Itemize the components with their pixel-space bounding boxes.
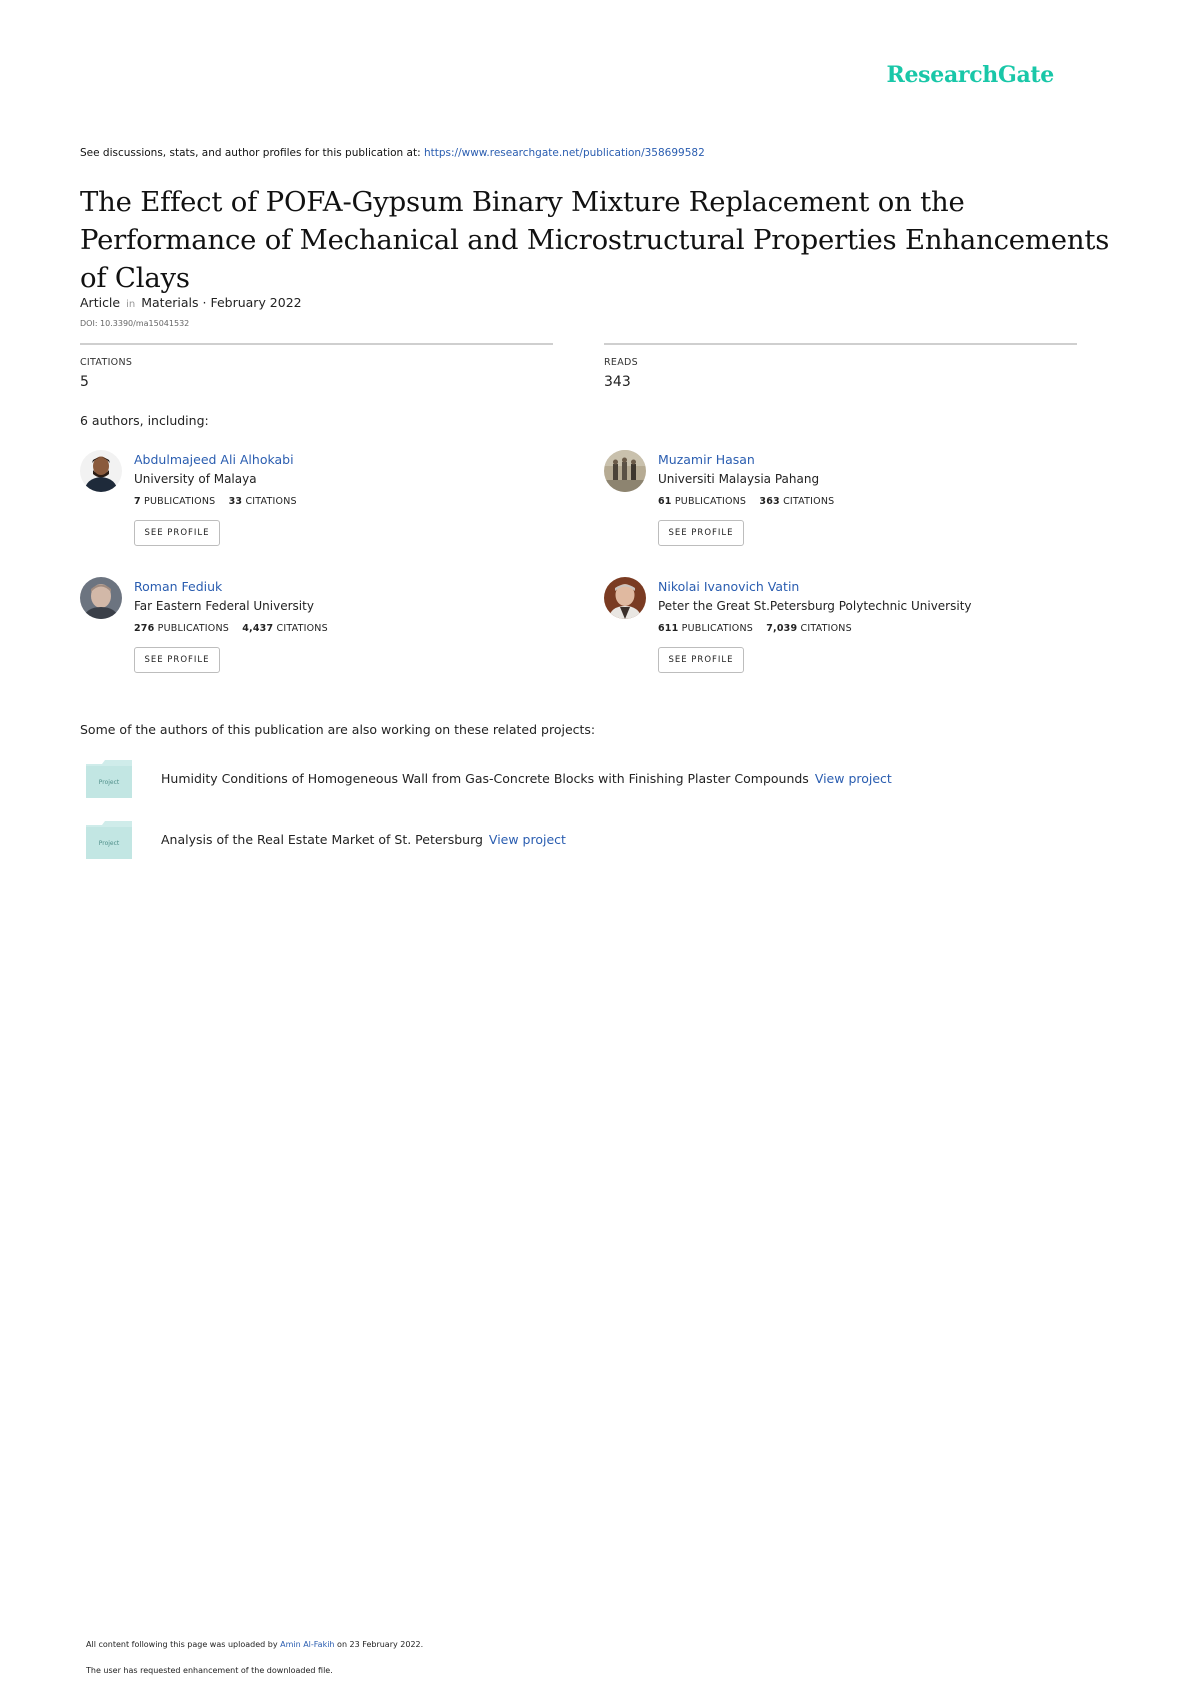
author-card — [604, 450, 1084, 560]
project-text — [161, 832, 566, 847]
author-citations-label: CITATIONS — [276, 623, 328, 634]
project-folder-label: Project — [98, 840, 120, 847]
author-citations-label: CITATIONS — [783, 496, 835, 507]
see-discussions-text: See discussions, stats, and author profiles for this publication at: — [80, 147, 421, 159]
see-profile-button[interactable]: SEE PROFILE — [134, 520, 220, 546]
author-citations-count: 4,437 — [242, 623, 274, 634]
citations-divider — [80, 343, 553, 345]
author-publications-label: PUBLICATIONS — [144, 496, 216, 507]
project-title: Humidity Conditions of Homogeneous Wall from Gas-Concrete Blocks with Finishing Plaster Compounds — [161, 771, 809, 786]
author-publications-count: 611 — [658, 623, 679, 634]
author-affiliation: Universiti Malaysia Pahang — [658, 472, 820, 486]
author-name-link[interactable]: Abdulmajeed Ali Alhokabi — [134, 452, 294, 467]
author-citations-count: 33 — [228, 496, 243, 507]
project-title: Analysis of the Real Estate Market of St. Petersburg — [161, 832, 483, 847]
author-affiliation: University of Malaya — [134, 472, 257, 486]
author-citations-label: CITATIONS — [245, 496, 297, 507]
enhancement-note: The user has requested enhancement of the downloaded file. — [86, 1666, 333, 1675]
author-affiliation: Peter the Great St.Petersburg Polytechnic University — [658, 599, 972, 613]
see-profile-button[interactable]: SEE PROFILE — [658, 647, 744, 673]
project-folder-icon — [86, 821, 132, 859]
author-stats — [134, 496, 297, 507]
project-text — [161, 771, 892, 786]
project-item — [86, 760, 986, 800]
project-folder-label: Project — [98, 779, 120, 786]
article-journal: Materials · February 2022 — [141, 295, 302, 310]
researchgate-logo[interactable]: ResearchGate — [886, 62, 1054, 88]
author-stats — [134, 623, 328, 634]
article-type: Article — [80, 295, 121, 310]
see-profile-button[interactable]: SEE PROFILE — [134, 647, 220, 673]
author-publications-label: PUBLICATIONS — [157, 623, 229, 634]
author-avatar[interactable] — [604, 577, 646, 619]
project-folder-icon — [86, 760, 132, 798]
author-avatar[interactable] — [80, 450, 122, 492]
author-citations-label: CITATIONS — [800, 623, 852, 634]
upload-note-date: on 23 February 2022. — [337, 1640, 424, 1649]
author-citations-count: 7,039 — [766, 623, 798, 634]
author-stats — [658, 623, 852, 634]
author-publications-label: PUBLICATIONS — [674, 496, 747, 507]
article-meta — [80, 295, 302, 310]
article-doi: DOI: 10.3390/ma15041532 — [80, 319, 190, 328]
view-project-link[interactable]: View project — [488, 832, 566, 847]
author-card — [80, 577, 560, 687]
author-name-link[interactable]: Nikolai Ivanovich Vatin — [658, 579, 800, 594]
project-item — [86, 821, 986, 861]
author-publications-label: PUBLICATIONS — [681, 623, 753, 634]
citations-value: 5 — [80, 374, 89, 390]
reads-value: 343 — [604, 374, 631, 390]
publication-url-link[interactable]: https://www.researchgate.net/publication/358699582 — [423, 147, 705, 159]
author-card — [604, 577, 1084, 687]
author-affiliation: Far Eastern Federal University — [134, 599, 314, 613]
author-publications-count: 7 — [134, 496, 141, 507]
author-name-link[interactable]: Roman Fediuk — [134, 579, 223, 594]
authors-heading: 6 authors, including: — [80, 413, 209, 428]
see-profile-button[interactable]: SEE PROFILE — [658, 520, 744, 546]
citations-label: CITATIONS — [80, 357, 133, 368]
author-publications-count: 276 — [134, 623, 155, 634]
author-avatar[interactable] — [604, 450, 646, 492]
see-discussions-line — [80, 147, 705, 159]
reads-label: READS — [604, 357, 638, 368]
view-project-link[interactable]: View project — [814, 771, 892, 786]
related-projects-heading: Some of the authors of this publication are also working on these related projects: — [80, 722, 596, 737]
upload-note-prefix: All content following this page was uploaded by — [86, 1640, 278, 1649]
author-avatar[interactable] — [80, 577, 122, 619]
author-citations-count: 363 — [759, 496, 780, 507]
author-stats — [658, 496, 834, 507]
publication-title: The Effect of POFA-Gypsum Binary Mixture Replacement on the Performance of Mechanical and Microstructural Properties Enhancements of Clays — [80, 186, 1110, 294]
upload-note — [86, 1640, 423, 1649]
reads-divider — [604, 343, 1077, 345]
article-type-separator-icon: in — [126, 299, 136, 310]
uploader-link[interactable]: Amin Al-Fakih — [280, 1640, 335, 1649]
author-name-link[interactable]: Muzamir Hasan — [658, 452, 755, 467]
author-card — [80, 450, 560, 560]
author-publications-count: 61 — [658, 496, 672, 507]
